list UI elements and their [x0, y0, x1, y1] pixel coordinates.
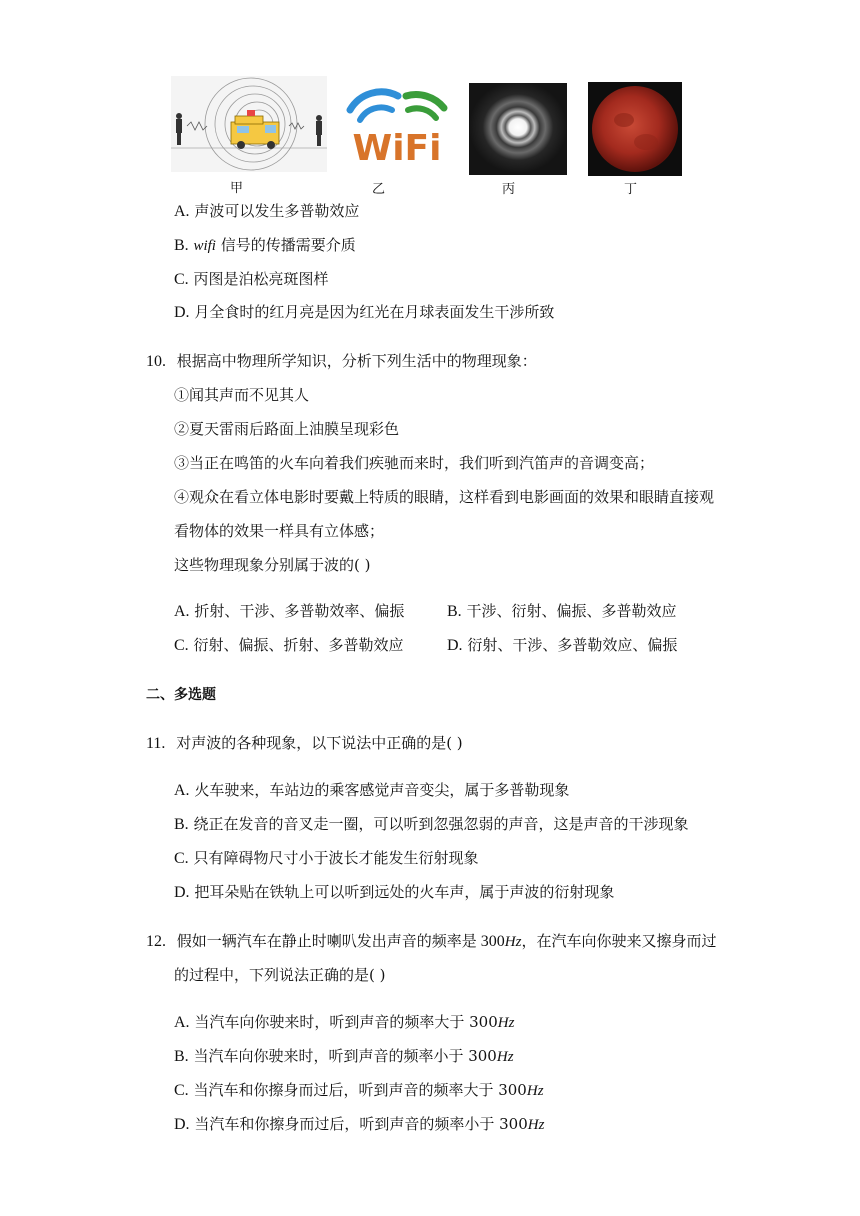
q10-option-a: A. 折射、干涉、多普勒效率、偏振 — [174, 602, 405, 620]
q9-option-a: A. 声波可以发生多普勒效应 — [174, 202, 360, 220]
q12-stem-line1: 12. 假如一辆汽车在静止时喇叭发出声音的频率是 300Hz，在汽车向你驶来又擦身而过 — [146, 932, 717, 950]
wifi-logo-image — [340, 82, 454, 168]
q11-option-b: B. 绕正在发音的音叉走一圈，可以听到忽强忽弱的声音，这是声音的干涉现象 — [174, 815, 689, 833]
q12-option-a: A. 当汽车向你驶来时，听到声音的频率大于 300Hz — [174, 1013, 515, 1031]
q12-stem-line2: 的过程中，下列说法正确的是( ) — [174, 966, 386, 984]
figure-caption-ding: 丁 — [624, 182, 638, 197]
doppler-ambulance-image — [171, 76, 327, 172]
q11-option-a: A. 火车驶来，车站边的乘客感觉声音变尖，属于多普勒现象 — [174, 781, 570, 799]
q11-stem: 11. 对声波的各种现象，以下说法中正确的是( ) — [146, 734, 463, 752]
q12-option-d: D. 当汽车和你擦身而过后，听到声音的频率小于 300Hz — [174, 1115, 545, 1133]
q12-option-b: B. 当汽车向你驶来时，听到声音的频率小于 300Hz — [174, 1047, 514, 1065]
red-moon-image — [588, 82, 682, 176]
figure-caption-yi: 乙 — [372, 182, 386, 197]
q10-item-3: ③当正在鸣笛的火车向着我们疾驰而来时，我们听到汽笛声的音调变高； — [174, 454, 655, 472]
q10-option-c: C. 衍射、偏振、折射、多普勒效应 — [174, 636, 404, 654]
wifi-logo-text: WiFi — [352, 128, 442, 168]
q11-option-d: D. 把耳朵贴在铁轨上可以听到远处的火车声，属于声波的衍射现象 — [174, 883, 615, 901]
q9-option-d: D. 月全食时的红月亮是因为红光在月球表面发生干涉所致 — [174, 303, 555, 321]
q9-option-c: C. 丙图是泊松亮斑图样 — [174, 270, 329, 288]
figure-caption-bing: 丙 — [502, 182, 516, 197]
q10-item-4: ④观众在看立体电影时要戴上特质的眼睛，这样看到电影画面的效果和眼睛直接观 — [174, 488, 715, 506]
q10-item-4-cont: 看物体的效果一样具有立体感； — [174, 522, 385, 540]
q11-option-c: C. 只有障碍物尺寸小于波长才能发生衍射现象 — [174, 849, 479, 867]
figure-caption-jia: 甲 — [230, 181, 244, 196]
q10-option-d: D. 衍射、干涉、多普勒效应、偏振 — [447, 636, 678, 654]
q9-option-b: B. wifi 信号的传播需要介质 — [174, 236, 356, 254]
q10-stem: 10. 根据高中物理所学知识，分析下列生活中的物理现象： — [146, 352, 537, 370]
q10-ask: 这些物理现象分别属于波的( ) — [174, 556, 371, 574]
q10-item-2: ②夏天雷雨后路面上油膜呈现彩色 — [174, 420, 400, 438]
q10-option-b: B. 干涉、衍射、偏振、多普勒效应 — [447, 602, 677, 620]
q10-item-1: ①闻其声而不见其人 — [174, 386, 310, 404]
poisson-spot-image — [469, 83, 567, 175]
section-title-multiple-choice: 二、多选题 — [146, 687, 216, 703]
q12-option-c: C. 当汽车和你擦身而过后，听到声音的频率大于 300Hz — [174, 1081, 544, 1099]
